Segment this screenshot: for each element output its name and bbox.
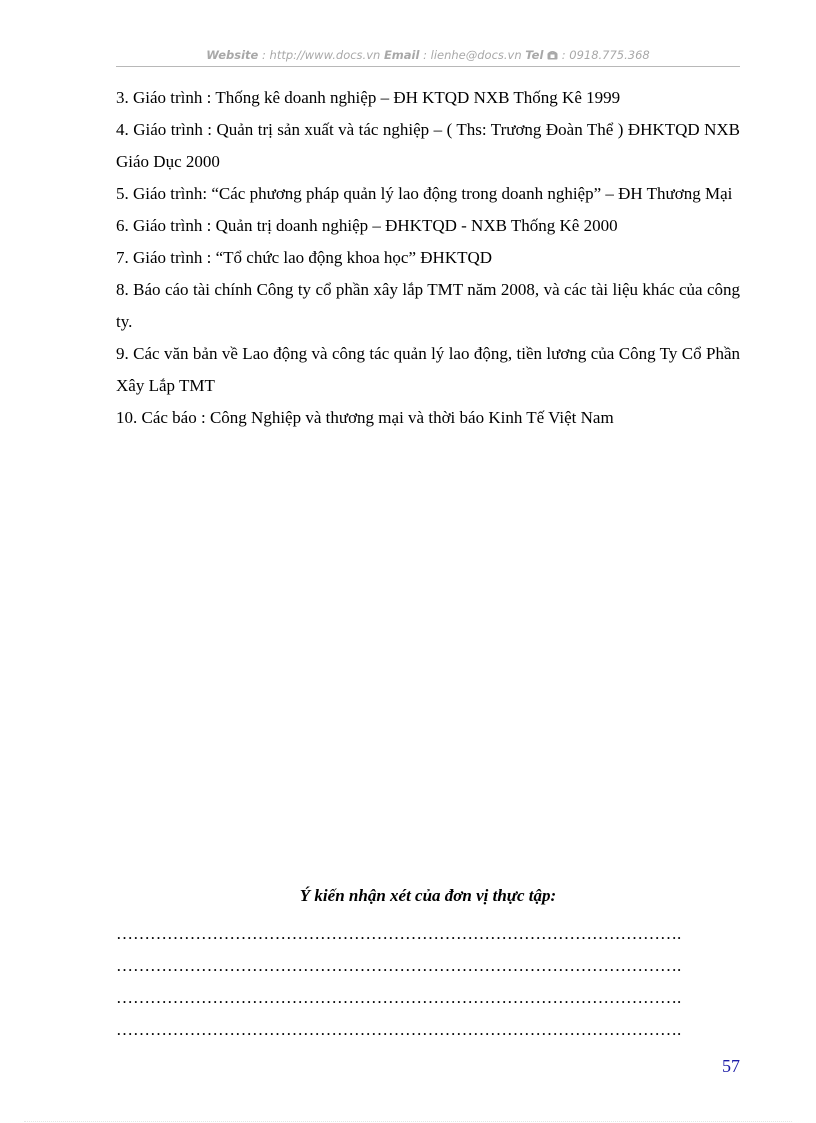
tel-label: Tel <box>525 48 544 62</box>
reference-list <box>116 82 740 434</box>
website-value: : http://www.docs.vn <box>258 48 384 62</box>
page-header <box>116 48 740 62</box>
reference-item: 5. Giáo trình: “Các phương pháp quản lý lao động trong doanh nghiệp” – ĐH Thương Mại <box>116 184 733 203</box>
email-label: Email <box>383 48 420 62</box>
reference-item: 8. Báo cáo tài chính Công ty cổ phần xây lắp TMT năm 2008, và các tài liệu khác của công ty. <box>116 280 740 331</box>
website-label: Website <box>206 48 259 62</box>
reference-item: 10. Các báo : Công Nghiệp và thương mại và thời báo Kinh Tế Việt Nam <box>116 408 614 427</box>
reference-item: 7. Giáo trình : “Tổ chức lao động khoa học” ĐHKTQD <box>116 248 493 267</box>
tel-value: : 0918.775.368 <box>558 48 650 62</box>
comment-dotted-line: ………………………………………………………………………………………. <box>116 956 682 975</box>
comment-dotted-line: ………………………………………………………………………………………. <box>116 1020 682 1039</box>
page-bottom-border <box>24 1121 792 1122</box>
email-value: : lienhe@docs.vn <box>419 48 526 62</box>
reference-item: 6. Giáo trình : Quản trị doanh nghiệp – ĐHKTQD - NXB Thống Kê 2000 <box>116 216 618 235</box>
phone-icon <box>547 48 558 62</box>
header-divider <box>116 66 740 67</box>
comment-dotted-line: ………………………………………………………………………………………. <box>116 924 682 943</box>
reference-item: 4. Giáo trình : Quản trị sản xuất và tác nghiệp – ( Ths: Trương Đoàn Thể ) ĐHKTQD NXB Giáo Dục 2000 <box>116 120 740 171</box>
comment-section-title: Ý kiến nhận xét của đơn vị thực tập: <box>299 886 557 905</box>
comment-dotted-line: ………………………………………………………………………………………. <box>116 988 682 1007</box>
comment-lines <box>116 918 740 1046</box>
page-number: 57 <box>722 1056 740 1076</box>
reference-item: 9. Các văn bản về Lao động và công tác quản lý lao động, tiền lương của Công Ty Cổ Phần Xây Lắp TMT <box>116 344 740 395</box>
reference-item: 3. Giáo trình : Thống kê doanh nghiệp – ĐH KTQD NXB Thống Kê 1999 <box>116 88 621 107</box>
